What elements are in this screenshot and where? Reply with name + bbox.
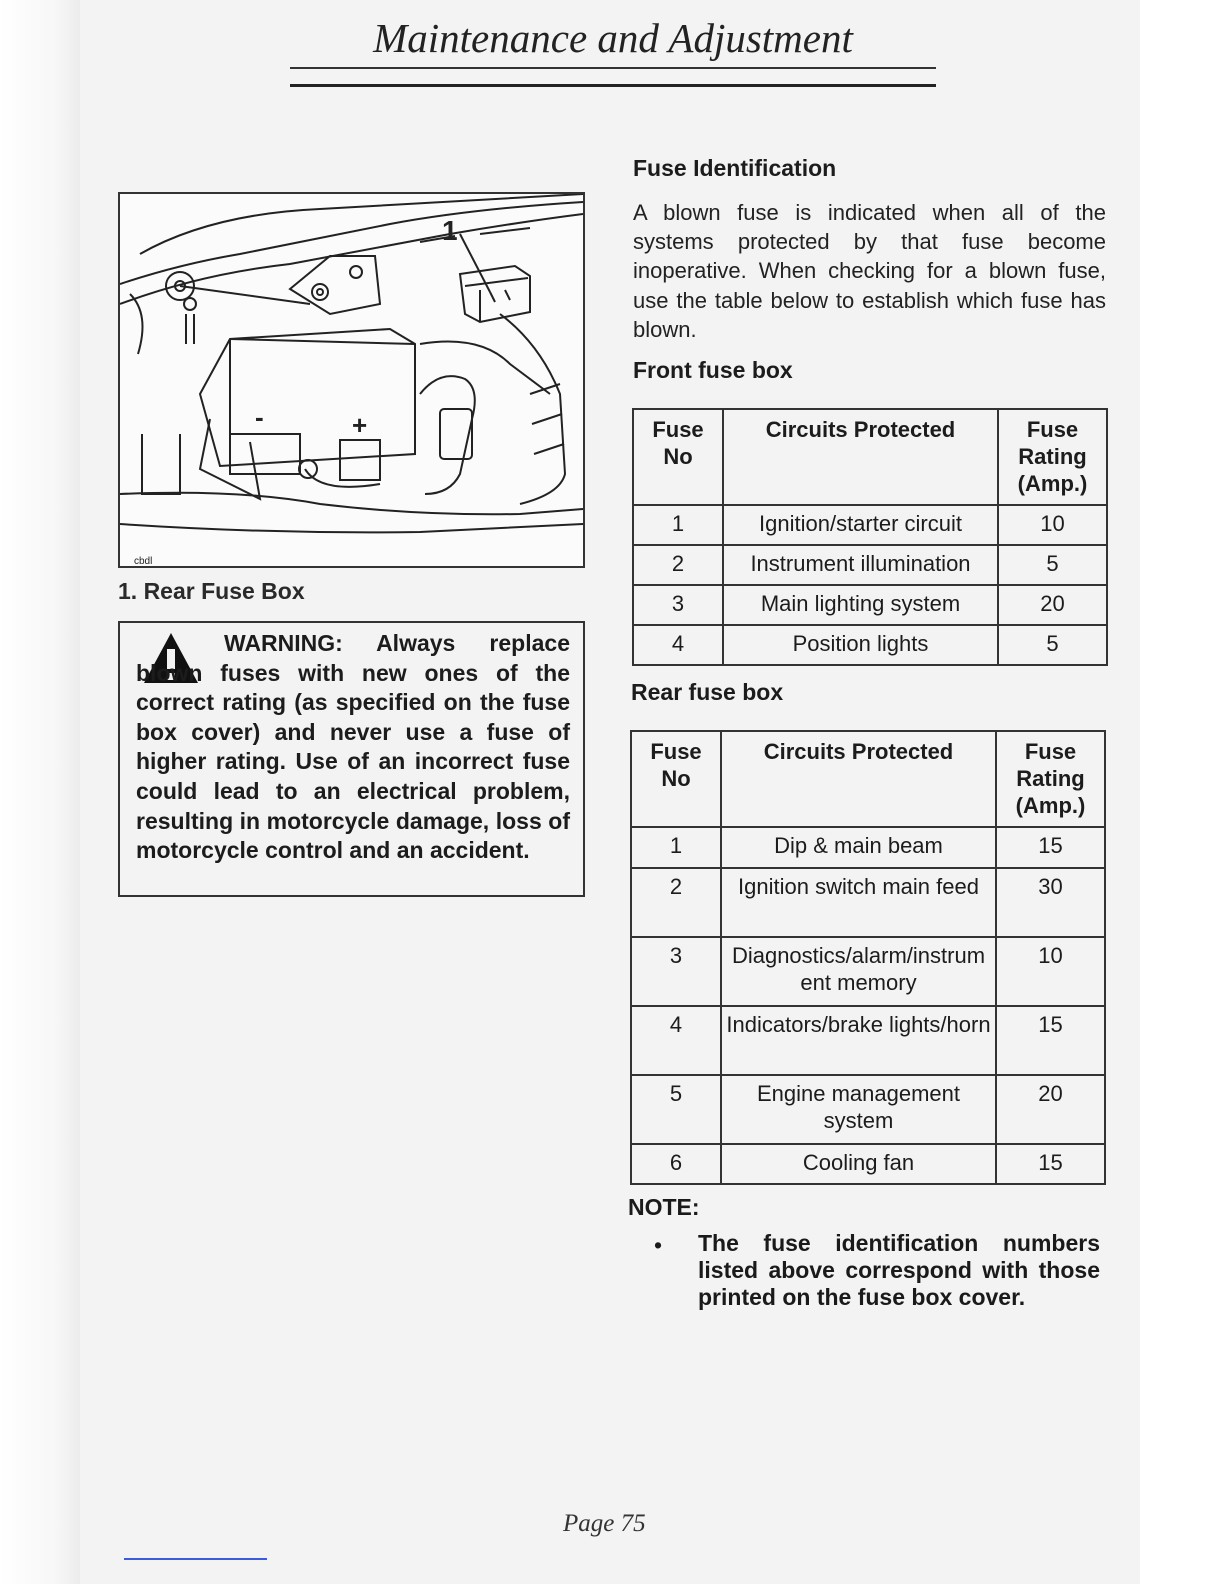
column-header-fuse-no: Fuse No	[631, 731, 721, 827]
fuse-number: 1	[633, 505, 723, 545]
callout-number: 1	[442, 215, 458, 246]
note-heading: NOTE:	[628, 1194, 700, 1220]
note-bullet: •	[654, 1232, 663, 1258]
fuse-rating: 10	[998, 505, 1107, 545]
fuse-box-drawing	[120, 194, 583, 566]
header-rule-bottom	[290, 84, 936, 87]
table-row	[631, 868, 1105, 937]
circuit-name: Position lights	[723, 625, 998, 665]
table-row	[633, 505, 1107, 545]
footer-link-underline	[124, 1558, 267, 1560]
fuse-number: 4	[631, 1006, 721, 1075]
circuit-name: Ignition/starter circuit	[723, 505, 998, 545]
table-row	[633, 585, 1107, 625]
fuse-rating: 5	[998, 545, 1107, 585]
fuse-rating: 15	[996, 1144, 1105, 1184]
table-row	[631, 1006, 1105, 1075]
circuit-name: Diagnostics/alarm/instrument memory	[721, 937, 996, 1006]
table-row	[631, 1144, 1105, 1184]
fuse-number: 6	[631, 1144, 721, 1184]
fuse-rating: 5	[998, 625, 1107, 665]
fuse-rating: 10	[996, 937, 1105, 1006]
fuse-number: 2	[631, 868, 721, 937]
fuse-number: 3	[633, 585, 723, 625]
fuse-rating: 30	[996, 868, 1105, 937]
table-header-row	[631, 731, 1105, 827]
table-row	[631, 1075, 1105, 1144]
fuse-identification-paragraph: A blown fuse is indicated when all of the systems protected by that fuse become inoperative. When checking for a blown fuse, use the table below to establish which fuse has blown.	[633, 200, 1106, 342]
fuse-rating: 15	[996, 827, 1105, 868]
column-header-circuits: Circuits Protected	[721, 731, 996, 827]
rear-fuse-box-illustration	[118, 192, 585, 568]
fuse-number: 2	[633, 545, 723, 585]
circuit-name: Instrument illumination	[723, 545, 998, 585]
fuse-rating: 15	[996, 1006, 1105, 1075]
table-row	[633, 625, 1107, 665]
fuse-rating: 20	[996, 1075, 1105, 1144]
column-header-rating: Fuse Rating (Amp.)	[996, 731, 1105, 827]
page-title: Maintenance and Adjustment	[373, 15, 853, 61]
fuse-number: 4	[633, 625, 723, 665]
table-row	[631, 937, 1105, 1006]
fuse-number: 5	[631, 1075, 721, 1144]
table-header-row	[633, 409, 1107, 505]
header-rule-top	[290, 67, 936, 69]
column-header-circuits: Circuits Protected	[723, 409, 998, 505]
battery-plus-label: +	[352, 410, 368, 440]
circuit-name: Indicators/brake lights/horn	[721, 1006, 996, 1075]
fuse-number: 3	[631, 937, 721, 1006]
warning-text: WARNING: Always replace blown fuses with new ones of the correct rating (as specified on the fuse box cover) and never use a fuse of higher rating. Use of an incorrect fuse could lead to an electrical problem, resulting in motorcycle damage, loss of motorcycle control and an accident.	[136, 630, 570, 864]
table-row	[633, 545, 1107, 585]
rear-fuse-box-heading: Rear fuse box	[631, 679, 784, 705]
front-fuse-box-heading: Front fuse box	[633, 357, 793, 383]
front-fuse-table	[632, 408, 1108, 666]
illustration-tag: cbdl	[134, 556, 153, 566]
page-margin-shadow	[0, 0, 80, 1584]
circuit-name: Engine management system	[721, 1075, 996, 1144]
page-number: Page 75	[563, 1510, 646, 1537]
fuse-identification-heading: Fuse Identification	[633, 155, 837, 181]
warning-box	[118, 621, 585, 897]
circuit-name: Cooling fan	[721, 1144, 996, 1184]
column-header-rating: Fuse Rating (Amp.)	[998, 409, 1107, 505]
circuit-name: Dip & main beam	[721, 827, 996, 868]
figure-caption: 1. Rear Fuse Box	[118, 578, 305, 604]
rear-fuse-table	[630, 730, 1106, 1185]
table-row	[631, 827, 1105, 868]
note-text: The fuse identification numbers listed above correspond with those printed on the fuse box cover.	[698, 1230, 1100, 1310]
column-header-fuse-no: Fuse No	[633, 409, 723, 505]
circuit-name: Ignition switch main feed	[721, 868, 996, 937]
fuse-rating: 20	[998, 585, 1107, 625]
circuit-name: Main lighting system	[723, 585, 998, 625]
fuse-number: 1	[631, 827, 721, 868]
battery-minus-label: -	[255, 402, 264, 432]
